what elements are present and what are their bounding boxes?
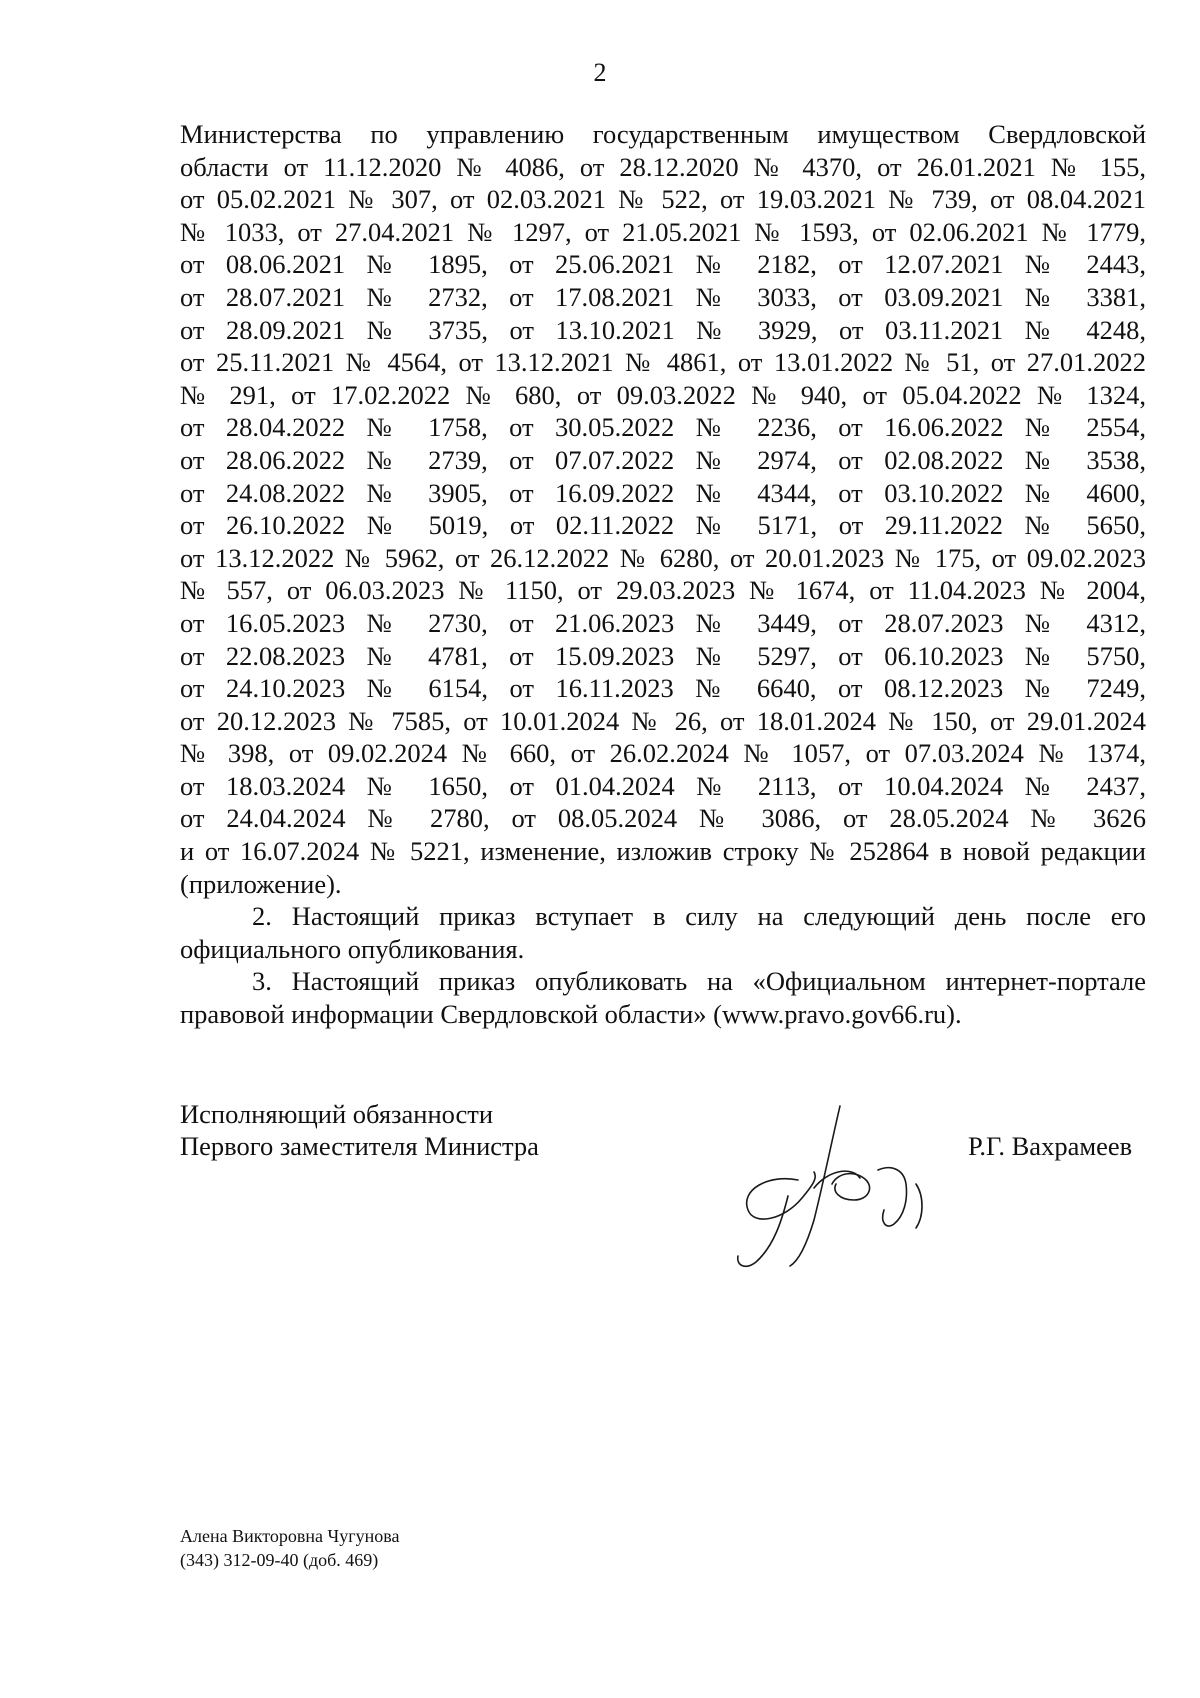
text-line: № 1033, от 27.04.2021 № 1297, от 21.05.2021 № 1593, от 02.06.2021 № 1779, [180,216,1146,247]
text-line: от 26.10.2022 № 5019, от 02.11.2022 № 5171, от 29.11.2022 № 5650, [180,510,1146,541]
text-line: от 24.10.2023 № 6154, от 16.11.2023 № 6640, от 08.12.2023 № 7249, [180,673,1146,704]
text-line: области от 11.12.2020 № 4086, от 28.12.2020 № 4370, от 26.01.2021 № 155, [180,151,1146,182]
text-line: от 24.04.2024 № 2780, от 08.05.2024 № 3086, от 28.05.2024 № 3626 [180,803,1146,834]
text-line: от 28.07.2021 № 2732, от 17.08.2021 № 3033, от 03.09.2021 № 3381, [180,281,1146,312]
paragraph-2: 2. Настоящий приказ вступает в силу на следующий день после его официального опубликования. [180,901,1146,964]
contact-person: Алена Викторовна Чугунова [180,1526,400,1546]
text-line: от 24.08.2022 № 3905, от 16.09.2022 № 4344, от 03.10.2022 № 4600, [180,477,1146,508]
document-body [180,118,1146,1031]
page-number: 2 [593,58,607,87]
text-line: № 398, от 09.02.2024 № 660, от 26.02.2024 № 1057, от 07.03.2024 № 1374, [180,738,1146,769]
handwritten-signature [728,1100,948,1280]
text-line: от 20.12.2023 № 7585, от 10.01.2024 № 26, от 18.01.2024 № 150, от 29.01.2024 [180,705,1146,736]
signer-name: Р.Г. Вахрамеев [968,1131,1133,1161]
paragraph-3: 3. Настоящий приказ опубликовать на «Официальном интернет-портале правовой информации Свердловской области» (www.pravo.gov66.ru). [180,966,1146,1030]
text-line: и от 16.07.2024 № 5221, изменение, изложив строку № 252864 в новой редакции [180,836,1146,867]
text-line: № 291, от 17.02.2022 № 680, от 09.03.2022 № 940, от 05.04.2022 № 1324, [180,379,1146,410]
signatory-title-line-1: Исполняющий обязанности [180,1099,494,1129]
text-line: от 13.12.2022 № 5962, от 26.12.2022 № 6280, от 20.01.2023 № 175, от 09.02.2023 [180,542,1146,573]
text-line: от 28.04.2022 № 1758, от 30.05.2022 № 2236, от 16.06.2022 № 2554, [180,412,1146,443]
contact-phone: (343) 312-09-40 (доб. 469) [180,1550,379,1570]
main-paragraph [180,118,1146,900]
text-line: от 25.11.2021 № 4564, от 13.12.2021 № 4861, от 13.01.2022 № 51, от 27.01.2022 [180,347,1146,378]
text-line: Министерства по управлению государственным имуществом Свердловской [180,119,1146,149]
text-line: от 05.02.2021 № 307, от 02.03.2021 № 522, от 19.03.2021 № 739, от 08.04.2021 [180,184,1146,215]
text-line: от 18.03.2024 № 1650, от 01.04.2024 № 2113, от 10.04.2024 № 2437, [180,770,1146,801]
text-line: от 08.06.2021 № 1895, от 25.06.2021 № 2182, от 12.07.2021 № 2443, [180,249,1146,280]
contact-block [180,1524,399,1572]
signatory-title-line-2: Первого заместителя Министра [180,1131,539,1161]
text-line: от 16.05.2023 № 2730, от 21.06.2023 № 3449, от 28.07.2023 № 4312, [180,607,1146,638]
text-line: от 28.09.2021 № 3735, от 13.10.2021 № 3929, от 03.11.2021 № 4248, [180,314,1146,345]
text-line: от 28.06.2022 № 2739, от 07.07.2022 № 2974, от 02.08.2022 № 3538, [180,444,1146,475]
text-line: (приложение). [180,868,342,899]
text-line: № 557, от 06.03.2023 № 1150, от 29.03.2023 № 1674, от 11.04.2023 № 2004, [180,575,1146,606]
text-line: от 22.08.2023 № 4781, от 15.09.2023 № 5297, от 06.10.2023 № 5750, [180,640,1146,671]
